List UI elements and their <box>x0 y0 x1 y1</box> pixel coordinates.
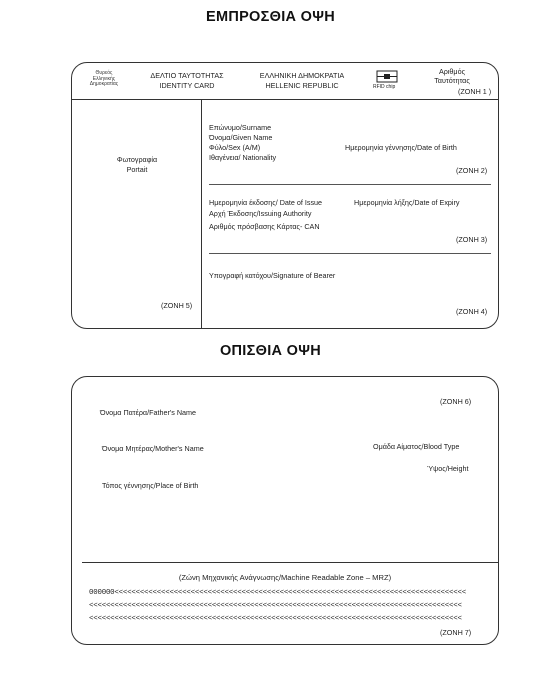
card-title-en: IDENTITY CARD <box>159 81 215 90</box>
issuing-authority-field-label: Αρχή Έκδοσης/Issuing Authority <box>209 209 312 218</box>
date-of-expiry-field-label: Ημερομηνία λήξης/Date of Expiry <box>354 198 460 207</box>
zone-1-label: (ΖΟΝΗ 1 ) <box>458 87 492 96</box>
given-name-field-label: Όνομα/Given Name <box>209 133 273 142</box>
back-heading: ΟΠΙΣΘΙΑ ΟΨΗ <box>219 343 322 359</box>
zone-2-label: (ΖΟΝΗ 2) <box>456 166 488 175</box>
zone-5-label: (ΖΟΝΗ 5) <box>161 301 193 310</box>
mrz-line-1: 000000<<<<<<<<<<<<<<<<<<<<<<<<<<<<<<<<<<<<<<<<<<<<<<<<<<<<<<<<<<<<<<<<<<<<<<<<<<<<<<<<<<< <box>89 589 466 597</box>
rfid-chip-icon <box>376 70 398 83</box>
surname-field-label: Επώνυμο/Surname <box>209 123 272 132</box>
back-card <box>71 376 499 645</box>
sex-field-label: Φύλο/Sex (A/M) <box>209 143 261 152</box>
zone-4-label: (ΖΟΝΗ 4) <box>456 307 488 316</box>
mrz-line-3: <<<<<<<<<<<<<<<<<<<<<<<<<<<<<<<<<<<<<<<<<<<<<<<<<<<<<<<<<<<<<<<<<<<<<<<<<<<<<<<<<<<<<<<< <box>89 615 462 623</box>
zone-3-label: (ΖΟΝΗ 3) <box>456 235 488 244</box>
signature-field-label: Υπογραφή κατόχου/Signature of Bearer <box>209 271 336 280</box>
mrz-title: (Ζώνη Μηχανικής Ανάγνωσης/Machine Readable Zone – MRZ) <box>178 573 392 582</box>
can-field-label: Αριθμός πρόσβασης Κάρτας- CAN <box>209 222 320 231</box>
id-number-label-line1: Αριθμός <box>438 67 466 76</box>
photo-label-en: Portait <box>126 165 148 174</box>
fathers-name-field-label: Όνομα Πατέρα/Father's Name <box>100 408 196 417</box>
nationality-field-label: Ιθαγένεια/ Nationality <box>209 153 277 162</box>
card-title-gr: ΔΕΛΤΙΟ ΤΑΥΤΟΤΗΤΑΣ <box>150 71 224 80</box>
zone-7-label: (ΖΟΝΗ 7) <box>440 628 472 637</box>
photo-label-gr: Φωτογραφία <box>116 155 158 164</box>
place-of-birth-field-label: Τόπος γέννησης/Place of Birth <box>102 481 199 490</box>
front-card <box>71 62 499 329</box>
id-number-label-line2: Ταυτότητας <box>434 76 470 85</box>
date-of-birth-field-label: Ημερομηνία γέννησης/Date of Birth <box>345 143 457 152</box>
zone-2-divider <box>209 184 491 185</box>
coat-of-arms-caption: Θυρεός Ελληνικής Δημοκρατίας <box>89 70 119 88</box>
mrz-line-2: <<<<<<<<<<<<<<<<<<<<<<<<<<<<<<<<<<<<<<<<<<<<<<<<<<<<<<<<<<<<<<<<<<<<<<<<<<<<<<<<<<<<<<<< <box>89 602 462 610</box>
front-heading: ΕΜΠΡΟΣΘΙΑ ΟΨΗ <box>205 9 336 25</box>
date-of-issue-field-label: Ημερομηνία έκδοσης/ Date of Issue <box>209 198 323 207</box>
republic-gr: ΕΛΛΗΝΙΚΗ ΔΗΜΟΚΡΑΤΙΑ <box>259 71 345 80</box>
zone-3-divider <box>209 253 491 254</box>
header-divider <box>72 99 498 100</box>
height-field-label: Ύψος/Height <box>427 464 469 473</box>
mrz-divider <box>82 562 498 563</box>
blood-type-field-label: Ομάδα Αίματος/Blood Type <box>373 442 460 451</box>
rfid-label: RFID chip <box>373 84 396 90</box>
mothers-name-field-label: Όνομα Μητέρας/Mother's Name <box>102 444 204 453</box>
republic-en: HELLENIC REPUBLIC <box>265 81 339 90</box>
zone-6-label: (ΖΟΝΗ 6) <box>440 397 472 406</box>
photo-column-divider <box>201 99 202 328</box>
